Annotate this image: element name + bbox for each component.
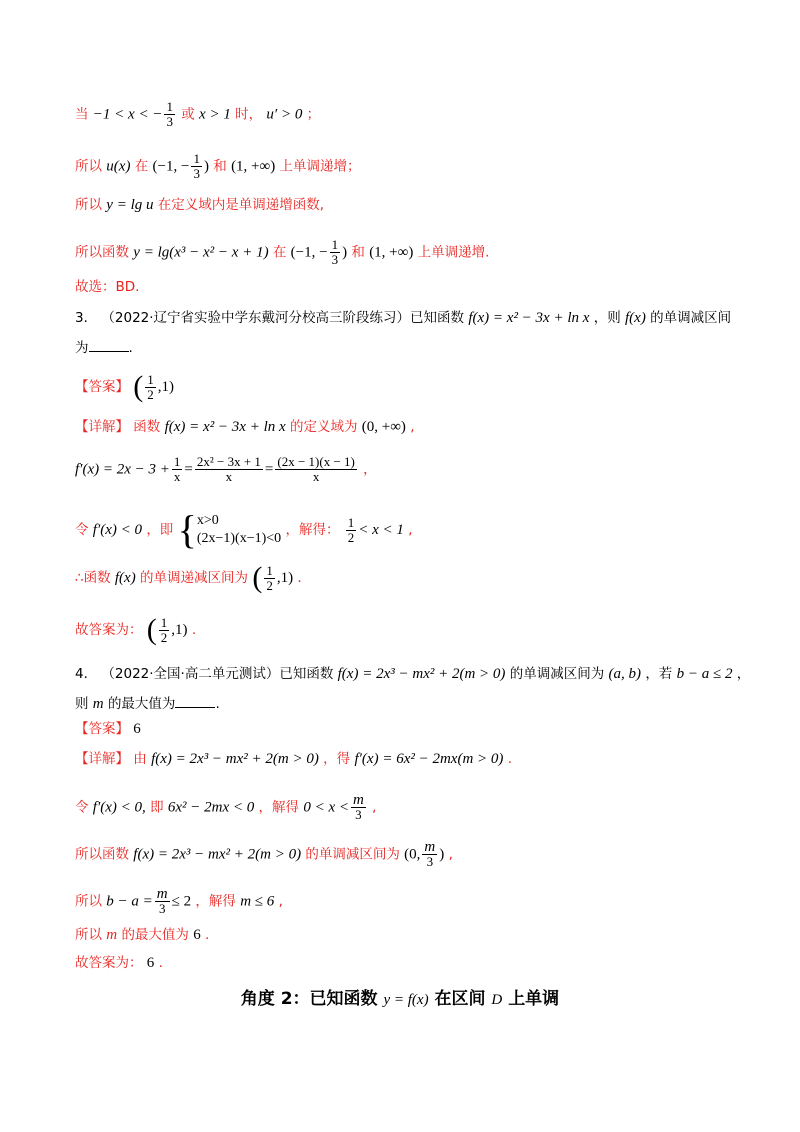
text: 的单调减区间为	[305, 846, 400, 863]
heading-text: 在区间	[434, 989, 486, 1009]
fraction: $\frac{\text{2x² − 3x + 1}}{x}$	[196, 454, 261, 484]
text: 在	[272, 244, 287, 261]
math: m ≤ 6	[240, 893, 275, 910]
math: (0,	[404, 846, 421, 863]
math: 6	[133, 721, 141, 737]
question-number: 4．	[75, 666, 98, 682]
math: (	[133, 370, 144, 403]
text: .	[507, 751, 512, 767]
text: 为	[75, 340, 89, 356]
inequality-system: { x>0 (2x−1)(x−1)<0	[177, 507, 282, 552]
text: ，解得	[258, 799, 300, 816]
math: (	[146, 613, 157, 646]
text: ，即	[146, 522, 174, 538]
text: .	[215, 696, 220, 712]
fraction: $\frac{1}{2}$	[347, 514, 355, 545]
text: 上单调递增.	[417, 244, 490, 261]
fraction: $\frac{1}{x}$	[173, 454, 181, 484]
math: ,1)	[157, 379, 175, 395]
text: 的最大值为	[107, 696, 176, 712]
math: m	[92, 696, 104, 712]
text: ，解得	[195, 893, 236, 910]
text: 所以函数	[75, 244, 129, 261]
solution-line-1	[75, 100, 320, 129]
text: 故答案为：	[75, 955, 143, 971]
math: =	[184, 461, 193, 478]
text: ∴函数	[75, 570, 111, 586]
heading-text: 上单调	[508, 989, 560, 1009]
text: 由	[133, 751, 147, 767]
detail-3-line-5	[75, 615, 196, 645]
text: 所以	[75, 893, 102, 910]
answer-blank	[175, 693, 215, 708]
math: (1, +∞)	[369, 244, 414, 261]
text: .	[128, 340, 133, 356]
text: .	[297, 570, 302, 586]
text: ，则	[593, 310, 621, 326]
math: 6	[146, 955, 155, 971]
math: ≤ 2	[171, 893, 192, 910]
math: )	[439, 846, 445, 863]
math: )	[342, 244, 348, 261]
text: ,	[448, 846, 453, 863]
fraction: $\frac{(2x - 1)(x - 1)}{x}$	[277, 454, 355, 484]
math: −1 < x < −	[92, 106, 163, 123]
text: ,	[278, 893, 283, 910]
text: 所以	[75, 927, 102, 943]
math: f′(x) < 0,	[92, 799, 146, 816]
text: （2022·辽宁省实验中学东戴河分校高三阶段练习）已知函数	[101, 310, 465, 326]
detail-label: 【详解】	[75, 751, 129, 767]
text: .	[191, 622, 197, 638]
detail-4-line-5	[75, 924, 209, 946]
text: 所以	[75, 197, 102, 213]
text: ,	[408, 522, 413, 538]
math: 6	[193, 927, 201, 943]
solution-line-2	[75, 152, 361, 181]
text: 和	[213, 158, 227, 175]
math: f(x)	[114, 570, 136, 586]
question-3-cont	[75, 337, 133, 359]
fraction: $\frac{m}{3}$	[353, 792, 364, 822]
answer-4	[75, 718, 141, 740]
math: f(x) = 2x³ − mx² + 2(m > 0)	[151, 751, 319, 767]
text: 的单调减区间	[650, 310, 732, 326]
text: 的定义域为	[289, 419, 358, 435]
detail-3-line-2	[75, 455, 377, 484]
system-row: x>0	[196, 513, 219, 528]
detail-4-line-1	[75, 748, 512, 770]
question-4	[75, 663, 750, 685]
detail-3-line-4	[75, 563, 302, 593]
math: (	[252, 561, 263, 594]
math: m	[106, 927, 118, 943]
answer-blank	[89, 337, 129, 352]
math: )	[203, 158, 209, 175]
text: 所以函数	[75, 846, 129, 863]
heading-text: 角度 2：已知函数	[240, 989, 378, 1009]
text: 的最大值为	[121, 927, 189, 943]
fraction: $\frac{1}{3}$	[331, 237, 339, 267]
text: 在	[134, 158, 149, 175]
fraction: $\frac{1}{3}$	[166, 99, 173, 129]
text: 和	[351, 244, 365, 261]
math: (0, +∞)	[361, 419, 406, 435]
math: u′ > 0	[266, 106, 303, 123]
text: 所以	[75, 158, 102, 175]
system-row: (2x−1)(x−1)<0	[196, 531, 282, 546]
math: f′(x) = 6x² − 2mx(m > 0)	[354, 751, 504, 767]
answer-3	[75, 372, 174, 402]
math: 0 < x <	[303, 799, 349, 816]
text: ，若	[645, 666, 673, 682]
section-heading	[0, 984, 800, 1009]
math: f(x) = 2x³ − mx² + 2(m > 0)	[337, 666, 506, 682]
text: （2022·全国·高二单元测试）已知函数	[101, 666, 334, 682]
math: (−1, −	[290, 244, 328, 261]
fraction: $\frac{m}{3}$	[424, 839, 436, 869]
text: .	[158, 955, 163, 971]
math: x > 1	[199, 106, 231, 123]
math: D	[491, 992, 503, 1008]
detail-4-line-4	[75, 887, 283, 916]
text: 或	[181, 106, 195, 123]
question-number: 3．	[75, 310, 98, 326]
math: f(x)	[625, 310, 646, 326]
text: ,	[410, 419, 415, 435]
math: f′(x) < 0	[92, 522, 143, 538]
text: 上单调递增；	[279, 158, 361, 175]
detail-3-line-3	[75, 507, 413, 552]
text: 令	[75, 522, 89, 538]
math: < x < 1	[358, 522, 404, 538]
text: 当	[75, 106, 89, 123]
solution-line-3	[75, 194, 324, 216]
text: 的单调减区间为	[509, 666, 605, 682]
text: 即	[150, 799, 164, 816]
detail-4-line-6	[75, 952, 163, 974]
answer-label: 【答案】	[75, 379, 129, 395]
detail-4-line-3	[75, 840, 453, 869]
text: ，得	[323, 751, 351, 767]
math: f(x) = x² − 3x + ln x	[164, 419, 286, 435]
math: (a, b)	[608, 666, 642, 682]
math: ,1)	[276, 570, 294, 586]
math: f′(x) = 2x − 3 +	[75, 461, 170, 478]
math: y = f(x)	[383, 992, 429, 1008]
detail-4-line-2	[75, 793, 376, 822]
text: ，解得：	[285, 522, 340, 538]
text: 函数	[133, 419, 161, 435]
fraction: $\frac{1}{2}$	[160, 614, 168, 645]
math: f(x) = 2x³ − mx² + 2(m > 0)	[133, 846, 302, 863]
text: 时，	[235, 106, 263, 123]
math: y = lg u	[106, 197, 154, 213]
math: u(x)	[106, 158, 131, 175]
math: (−1, −	[152, 158, 190, 175]
text: ，	[736, 666, 751, 682]
text: ,	[372, 799, 377, 816]
fraction: $\frac{m}{3}$	[156, 886, 168, 916]
fraction: $\frac{1}{2}$	[266, 562, 273, 593]
detail-3-line-1	[75, 416, 415, 438]
math: y = lg(x³ − x² − x + 1)	[133, 244, 269, 261]
text: 故答案为：	[75, 622, 143, 638]
solution-line-4	[75, 238, 489, 267]
solution-line-5	[75, 276, 139, 298]
math: =	[264, 461, 274, 478]
question-3	[75, 307, 731, 329]
math: f(x) = x² − 3x + ln x	[468, 310, 590, 326]
text: ；	[306, 106, 321, 123]
fraction: $\frac{1}{3}$	[193, 151, 200, 181]
math: (1, +∞)	[231, 158, 276, 175]
text: 则	[75, 696, 89, 712]
math: 6x² − 2mx < 0	[167, 799, 255, 816]
math: b − a =	[106, 893, 153, 910]
text: 在定义域内是单调递增函数,	[157, 197, 325, 213]
answer-label: 【答案】	[75, 721, 129, 737]
math: b − a ≤ 2	[676, 666, 733, 682]
question-4-cont	[75, 693, 220, 715]
math: ,1)	[171, 622, 188, 638]
detail-label: 【详解】	[75, 419, 129, 435]
text: 故选：BD.	[75, 279, 140, 295]
text: ，	[363, 461, 377, 478]
fraction: $\frac{1}{2}$	[147, 371, 154, 402]
text: .	[205, 927, 210, 943]
text: 的单调递减区间为	[140, 570, 249, 586]
text: 令	[75, 799, 89, 816]
